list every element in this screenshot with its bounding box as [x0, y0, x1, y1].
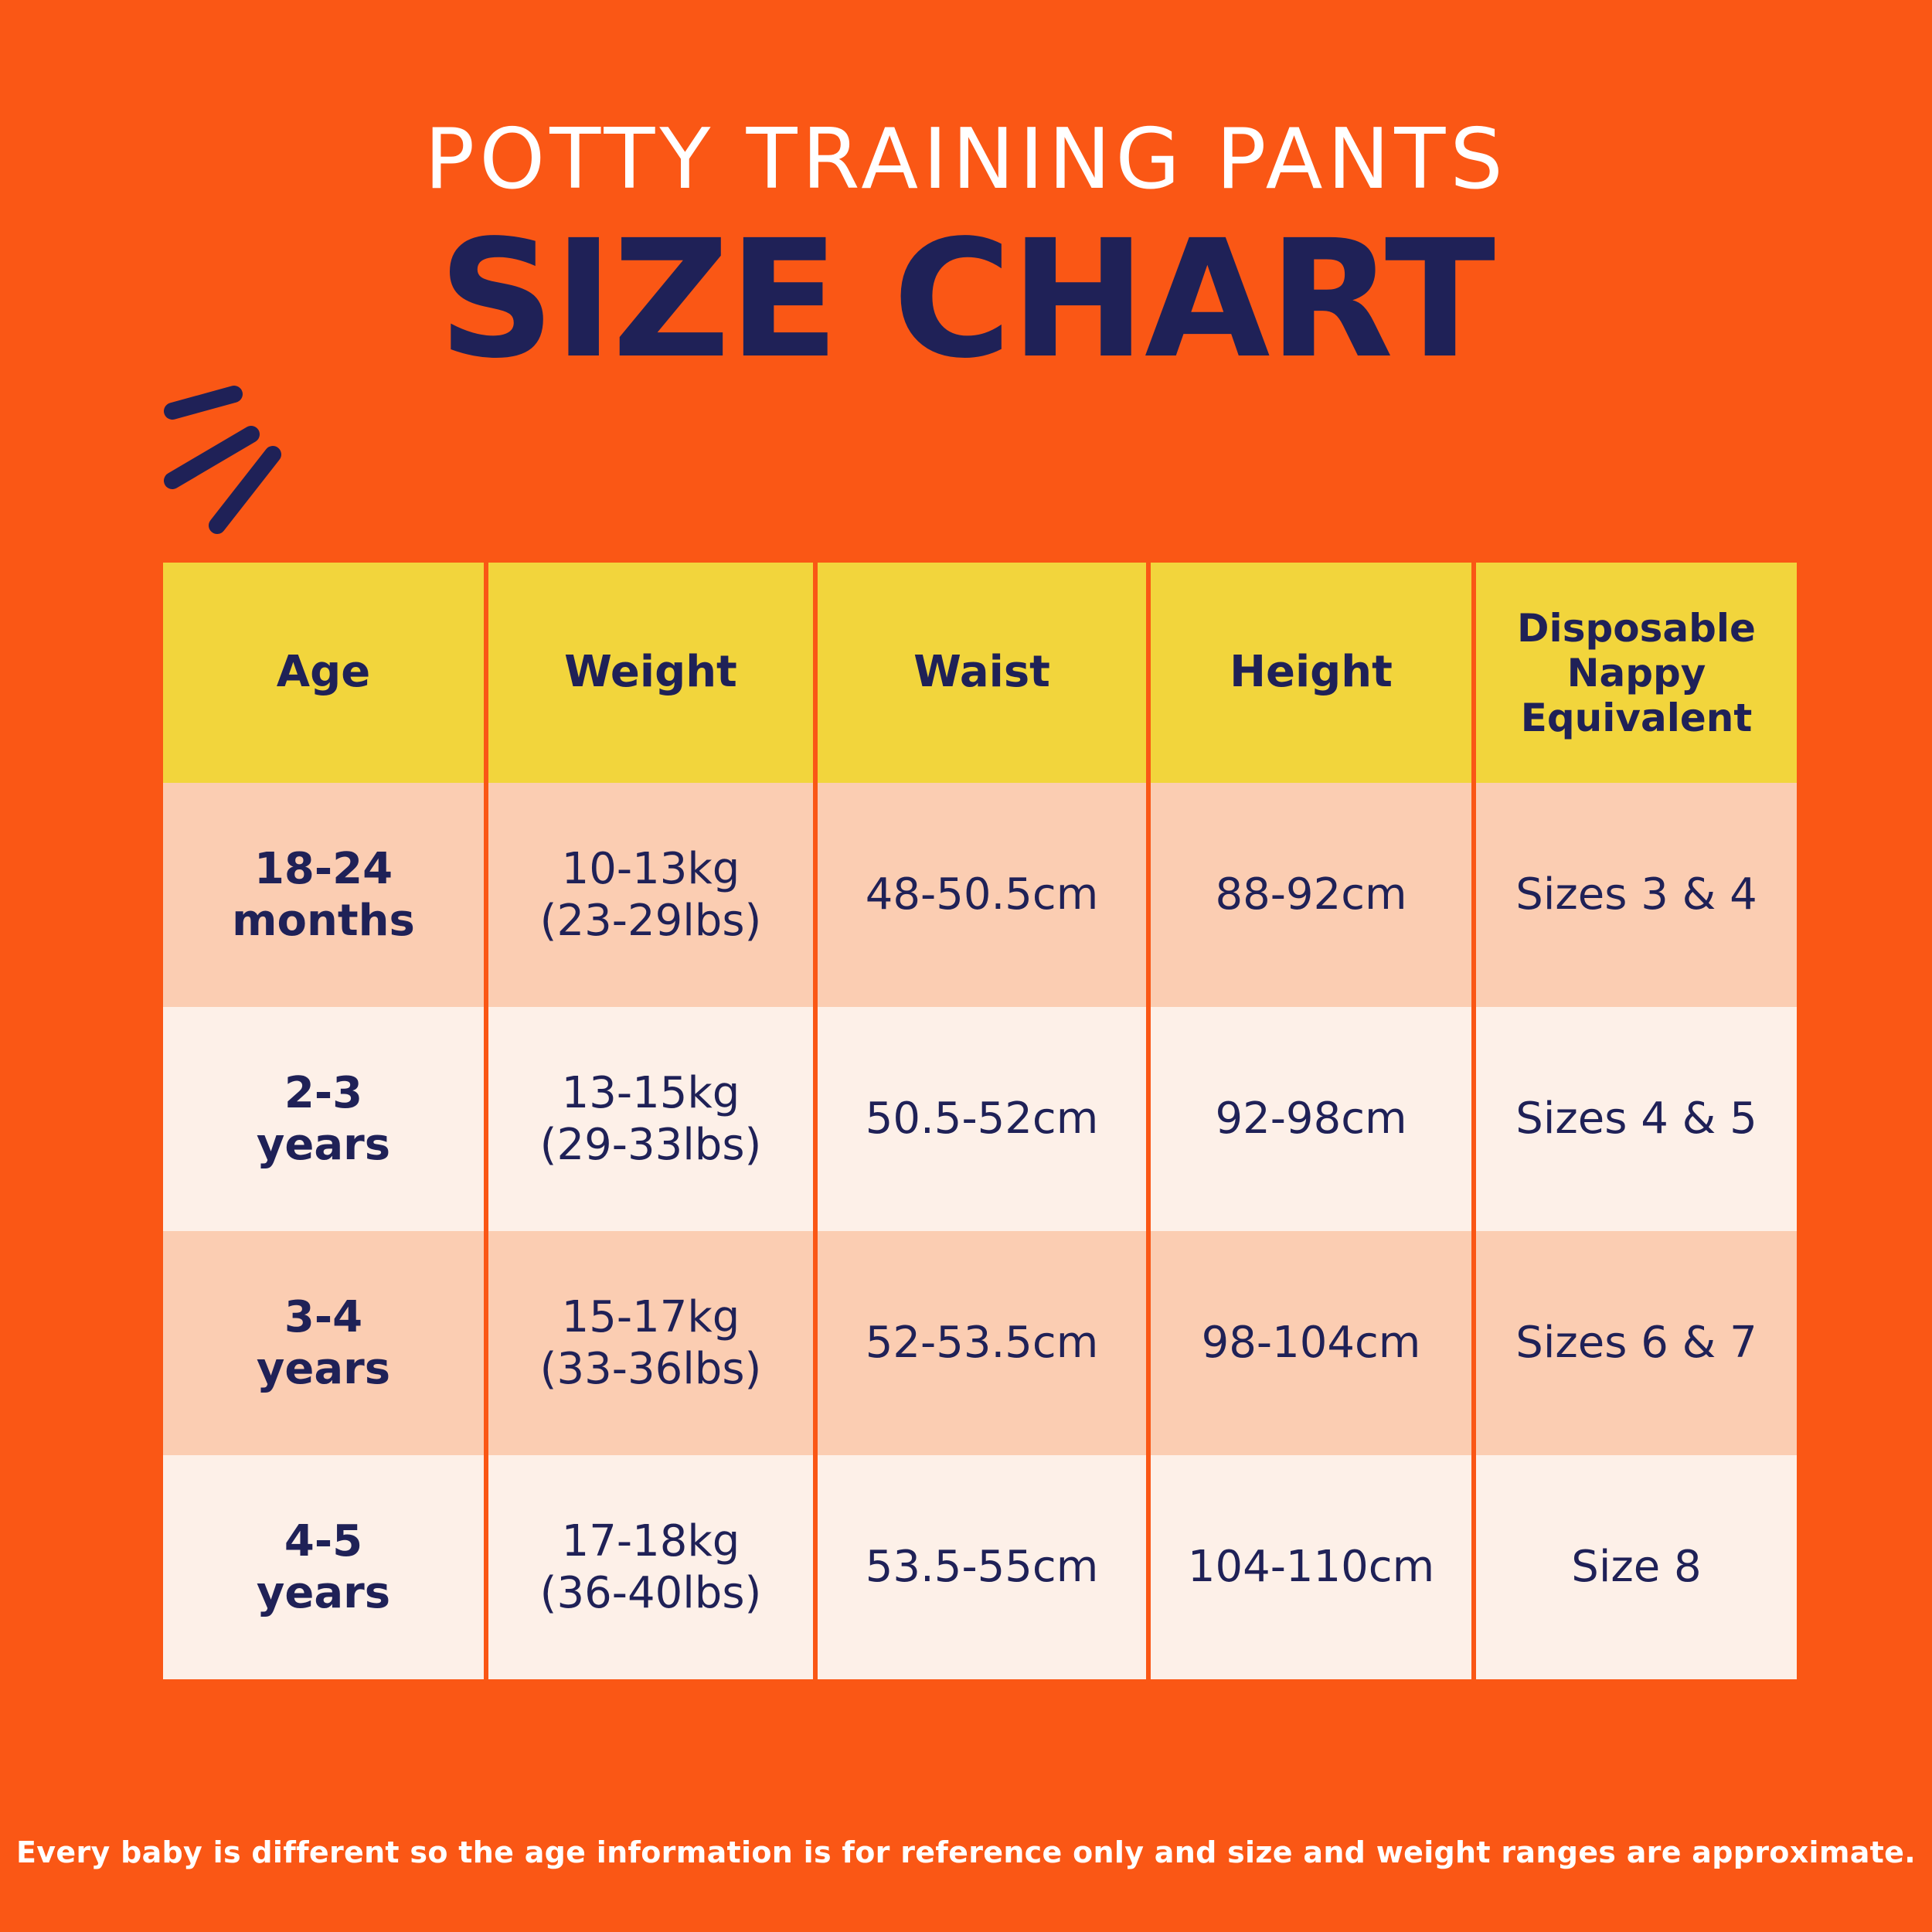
column-header-waist: Waist	[818, 563, 1146, 783]
table-row	[163, 1231, 1797, 1455]
cell-waist: 52-53.5cm	[818, 1231, 1146, 1455]
cell-age	[163, 1007, 484, 1231]
cell-age-line1: 18-24	[253, 843, 393, 894]
table-row	[163, 1007, 1797, 1231]
cell-weight-lbs: (33-36lbs)	[539, 1344, 762, 1394]
table-row	[163, 783, 1797, 1007]
cell-weight	[488, 1007, 813, 1231]
cell-weight	[488, 783, 813, 1007]
page-header	[0, 0, 1932, 395]
column-header-weight: Weight	[488, 563, 813, 783]
cell-nappy: Sizes 6 & 7	[1476, 1231, 1797, 1455]
cell-waist: 50.5-52cm	[818, 1007, 1146, 1231]
cell-age	[163, 1455, 484, 1679]
cell-waist: 48-50.5cm	[818, 783, 1146, 1007]
table-body	[163, 783, 1797, 1679]
page-kicker: POTTY TRAINING PANTS	[424, 111, 1508, 208]
cell-weight-lbs: (36-40lbs)	[539, 1568, 762, 1618]
cell-age-line2: months	[232, 896, 415, 946]
cell-waist: 53.5-55cm	[818, 1455, 1146, 1679]
table-header-row	[163, 563, 1797, 783]
cell-weight-kg: 17-18kg	[561, 1515, 740, 1566]
size-chart-table-wrapper	[158, 563, 1774, 1679]
column-header-height: Height	[1151, 563, 1471, 783]
cell-weight-kg: 10-13kg	[561, 843, 740, 894]
cell-weight-kg: 15-17kg	[561, 1291, 740, 1342]
cell-weight	[488, 1231, 813, 1455]
footnote-text: Every baby is different so the age information is for reference only and size and weight ranges are approximate.	[16, 1835, 1916, 1869]
cell-nappy: Size 8	[1476, 1455, 1797, 1679]
column-header-nappy: Disposable Nappy Equivalent	[1476, 563, 1797, 783]
cell-age-line1: 4-5	[284, 1515, 363, 1566]
cell-weight	[488, 1455, 813, 1679]
cell-height: 88-92cm	[1151, 783, 1471, 1007]
size-chart-table	[158, 563, 1801, 1679]
cell-age	[163, 783, 484, 1007]
cell-age-line1: 3-4	[284, 1291, 363, 1342]
cell-age-line2: years	[256, 1344, 391, 1394]
cell-weight-lbs: (29-33lbs)	[539, 1120, 762, 1170]
cell-nappy: Sizes 3 & 4	[1476, 783, 1797, 1007]
cell-age-line2: years	[256, 1120, 391, 1170]
cell-age	[163, 1231, 484, 1455]
three-dashes-icon	[158, 379, 328, 556]
table-header	[163, 563, 1797, 783]
cell-age-line1: 2-3	[284, 1067, 363, 1118]
column-header-age: Age	[163, 563, 484, 783]
cell-height: 98-104cm	[1151, 1231, 1471, 1455]
page-title: SIZE CHART	[437, 205, 1495, 395]
cell-age-line2: years	[256, 1568, 391, 1618]
cell-height: 104-110cm	[1151, 1455, 1471, 1679]
cell-height: 92-98cm	[1151, 1007, 1471, 1231]
cell-nappy: Sizes 4 & 5	[1476, 1007, 1797, 1231]
cell-weight-kg: 13-15kg	[561, 1067, 740, 1118]
cell-weight-lbs: (23-29lbs)	[539, 896, 762, 946]
table-row	[163, 1455, 1797, 1679]
